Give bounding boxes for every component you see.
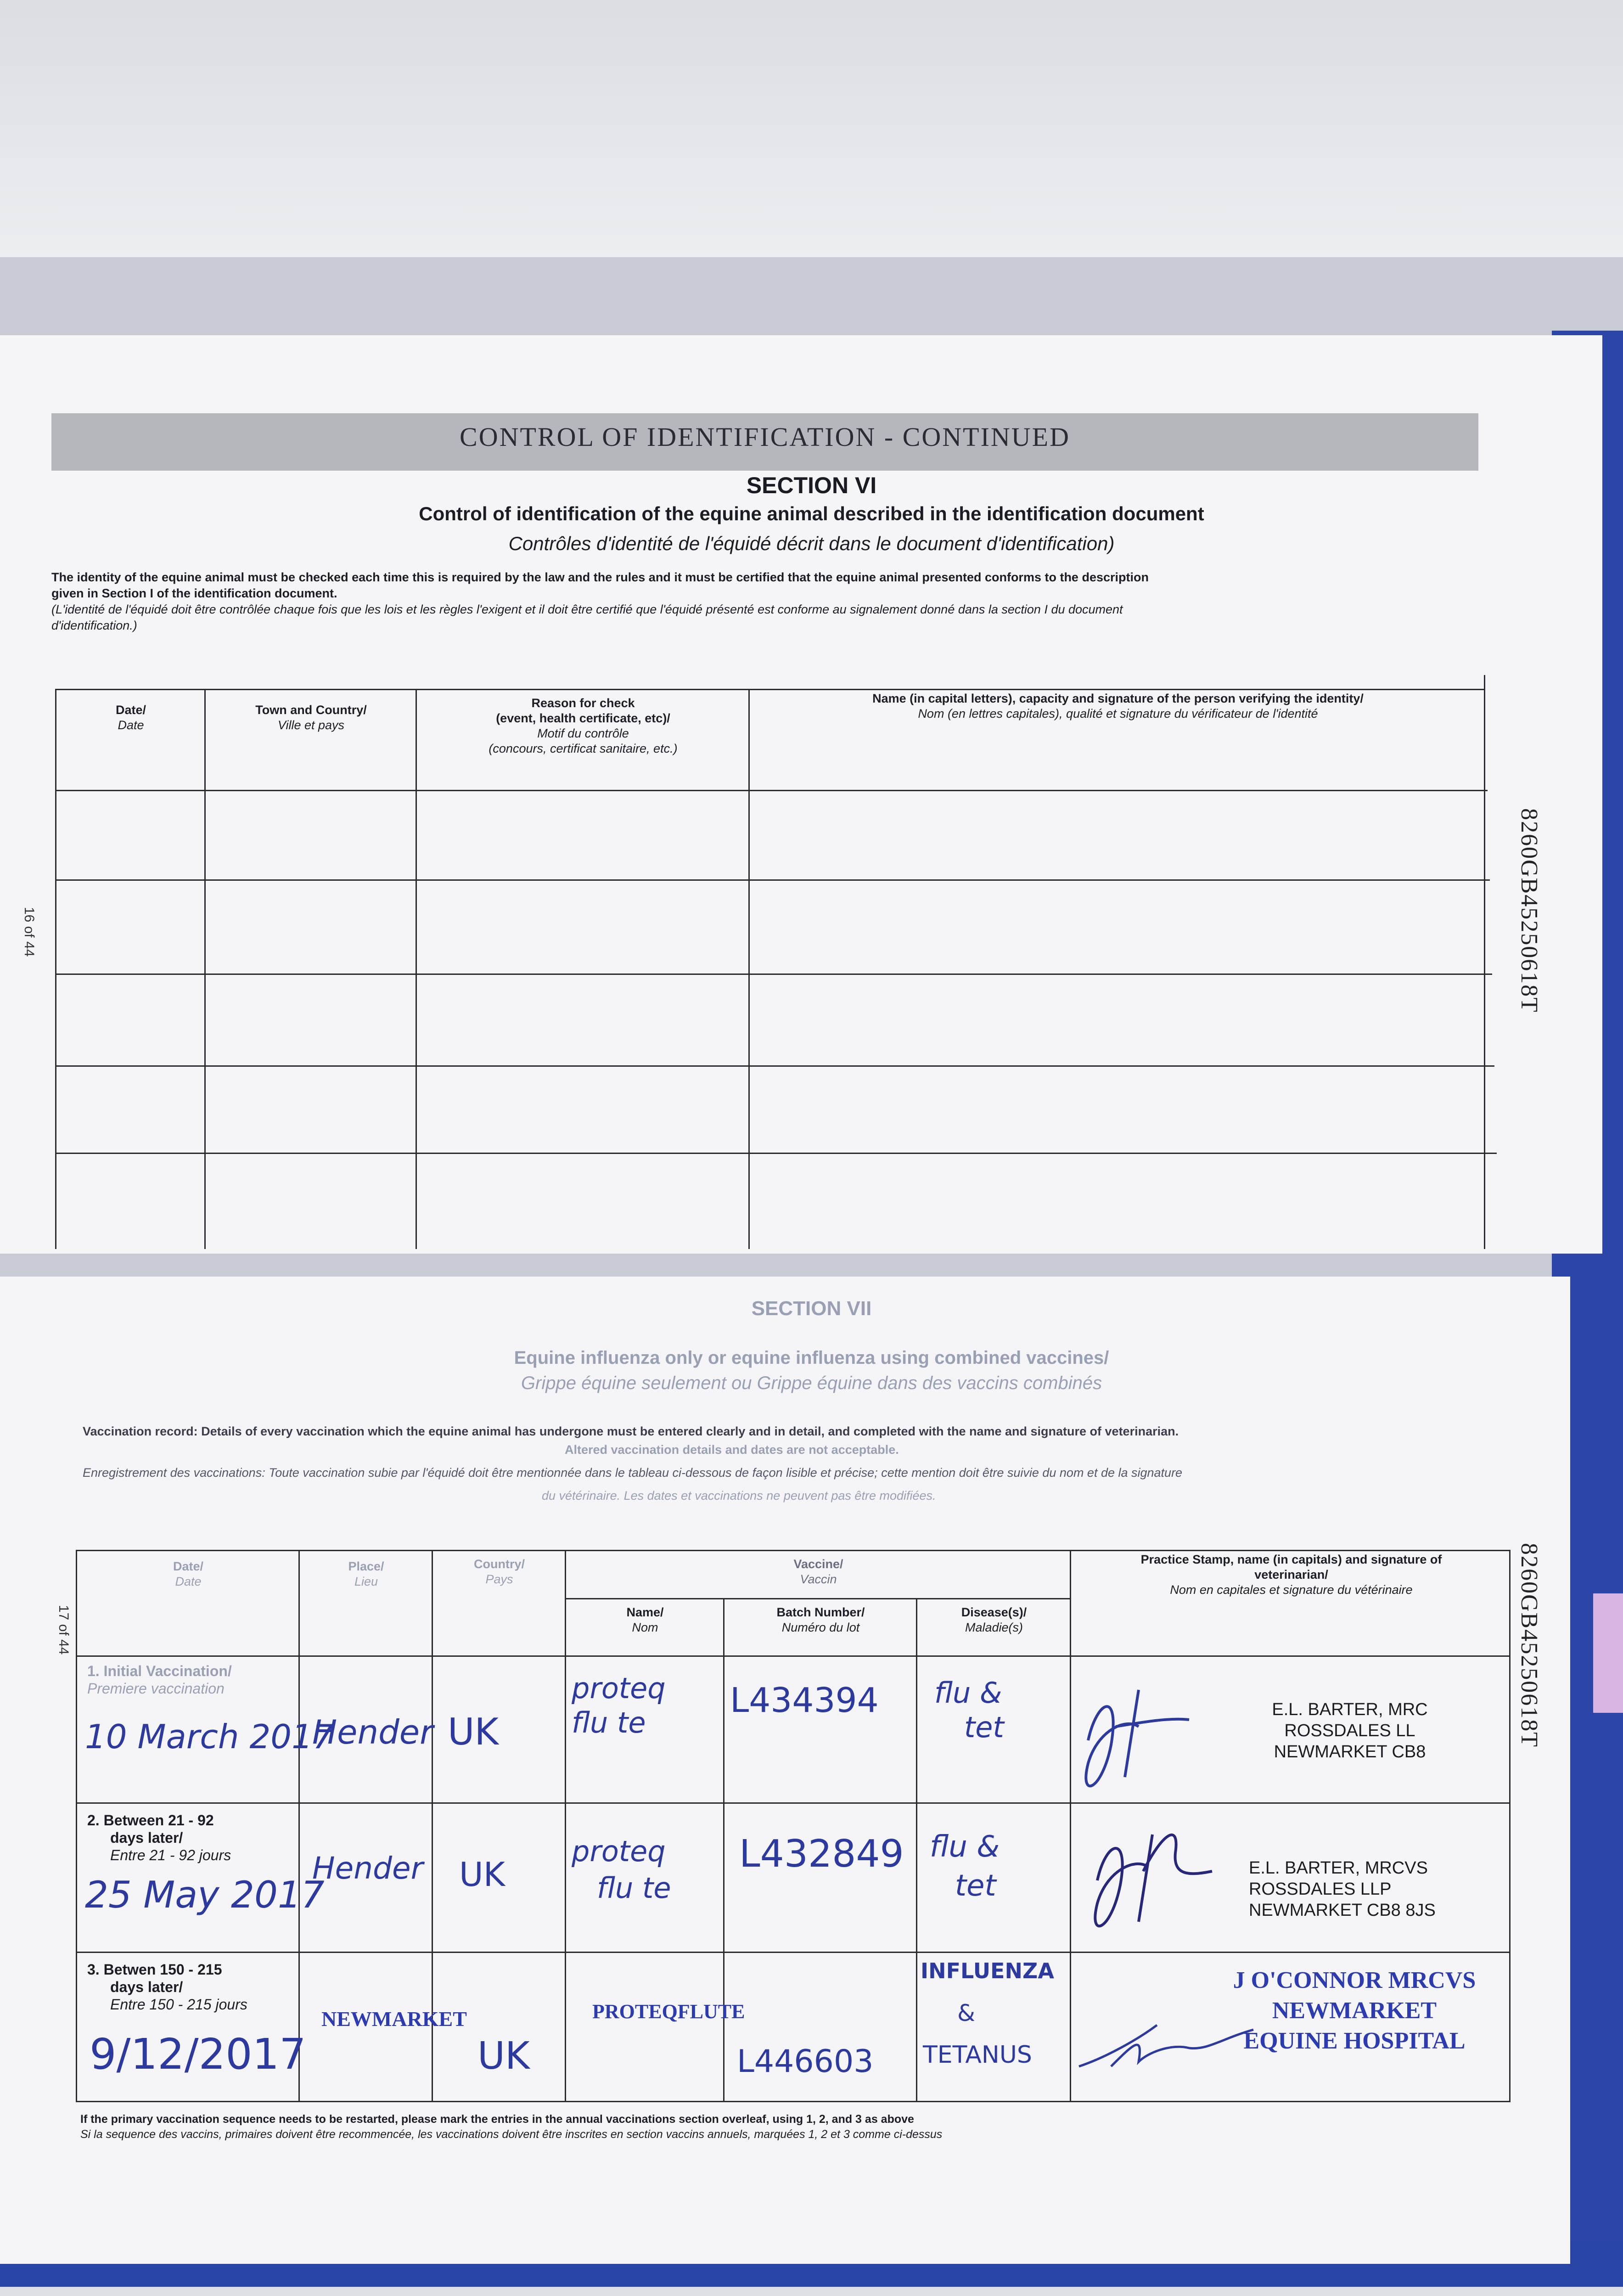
table-line	[55, 1065, 1494, 1067]
vaccine-name-2: flu te	[572, 1706, 646, 1739]
table-line	[76, 1802, 1511, 1804]
section-heading-vii: SECTION VII	[751, 1297, 872, 1320]
header-vaccine: Vaccine/	[793, 1557, 843, 1571]
table-line	[55, 689, 56, 1249]
vaccine-name: PROTEQFLUTE	[592, 2000, 745, 2023]
table-line	[55, 790, 1488, 791]
stamp-line: NEWMARKET CB8 8JS	[1249, 1901, 1436, 1920]
header-verifier-fr: Nom (en lettres capitales), qualité et signature du vérificateur de l'identité	[918, 707, 1318, 720]
intro-fr-2: d'identification.)	[51, 619, 137, 632]
header-place-fr: Lieu	[354, 1575, 378, 1588]
stamp-line: NEWMARKET CB8	[1274, 1742, 1426, 1761]
intro-en-vii-2: Altered vaccination details and dates are not acceptable.	[565, 1443, 899, 1457]
section-heading: SECTION VI	[746, 473, 877, 498]
disease: INFLUENZA	[921, 1958, 1054, 1983]
table-line	[723, 1598, 724, 2102]
header-batch-fr: Numéro du lot	[781, 1621, 860, 1634]
table-line	[76, 2101, 1511, 2102]
vaccination-place: Hender	[312, 1851, 423, 1886]
row-label-2: days later/	[110, 1829, 183, 1846]
table-line	[565, 1550, 566, 2102]
header-stamp-fr: Nom en capitales et signature du vétérinaire	[1170, 1583, 1413, 1597]
disease-2: &	[957, 2000, 975, 2026]
title-fr-vii: Grippe équine seulement ou Grippe équine dans des vaccins combinés	[521, 1373, 1102, 1393]
vet-signature-2	[1074, 1807, 1230, 1945]
table-line	[55, 1153, 1497, 1154]
stamp-line: J O'CONNOR MRCVS	[1233, 1967, 1476, 1993]
row-label: 3. Betwen 150 - 215	[87, 1961, 222, 1978]
title-fr: Contrôles d'identité de l'équidé décrit dans le document d'identification)	[508, 533, 1115, 554]
intro-fr-vii-2: du vétérinaire. Les dates et vaccinations ne peuvent pas être modifiées.	[542, 1489, 936, 1503]
header-stamp-2: veterinarian/	[1254, 1568, 1328, 1581]
row-label: 1. Initial Vaccination/	[87, 1663, 232, 1679]
intro-en-2: given in Section I of the identification document.	[51, 586, 337, 600]
page-tab	[1593, 1593, 1623, 1713]
header-place: Place/	[348, 1559, 384, 1573]
banner-title: CONTROL OF IDENTIFICATION - CONTINUED	[460, 422, 1070, 452]
table-line	[916, 1598, 917, 2102]
document-number-lower: 8260GB45250618T	[1516, 1543, 1542, 1748]
row-label-fr: Entre 150 - 215 jours	[110, 1996, 247, 2013]
vaccination-country: UK	[477, 2034, 530, 2078]
vaccine-name: proteq	[572, 1835, 666, 1868]
stamp-line: E.L. BARTER, MRC	[1272, 1700, 1428, 1719]
vet-signature-1	[1070, 1671, 1207, 1805]
disease: flu &	[934, 1676, 1002, 1710]
page-number-17: 17 of 44	[56, 1605, 71, 1655]
header-reason-2: (event, health certificate, etc)/	[496, 711, 670, 725]
table-line	[416, 689, 417, 1249]
table-line	[55, 689, 1485, 690]
title-en-vii: Equine influenza only or equine influenza using combined vaccines/	[514, 1348, 1109, 1368]
disease-2: tet	[955, 1869, 996, 1903]
header-reason-fr-2: (concours, certificat sanitaire, etc.)	[489, 742, 678, 755]
table-line	[204, 689, 206, 1249]
table-line	[76, 1952, 1511, 1953]
intro-en-1: The identity of the equine animal must be checked each time this is required by the law and the rules and it must be certified that the equine animal presented conforms to the description	[51, 570, 1149, 584]
header-verifier: Name (in capital letters), capacity and signature of the person verifying the identity/	[872, 692, 1364, 705]
header-vaccine-name-fr: Nom	[632, 1621, 658, 1634]
header-batch: Batch Number/	[776, 1605, 865, 1619]
row-label: 2. Between 21 - 92	[87, 1812, 214, 1829]
vaccination-place: Hender	[312, 1713, 433, 1751]
intro-fr-1: (L'identité de l'équidé doit être contrôlée chaque fois que les lois et les règles l'exigent et il doit être certifié que l'équidé présenté est conforme au signalement donné dans la section I du document	[51, 602, 1123, 616]
header-country-fr: Pays	[485, 1572, 513, 1586]
table-line	[76, 1550, 1511, 1551]
vaccination-country: UK	[448, 1711, 499, 1753]
header-town-fr: Ville et pays	[277, 718, 345, 732]
batch-number: L446603	[737, 2043, 874, 2080]
table-line	[76, 1655, 1511, 1657]
row-label-fr: Premiere vaccination	[87, 1680, 225, 1697]
title-en: Control of identification of the equine animal described in the identification document	[419, 503, 1204, 524]
header-reason: Reason for check	[531, 696, 635, 710]
vaccine-name: proteq	[572, 1671, 666, 1705]
header-disease: Disease(s)/	[961, 1605, 1027, 1619]
header-reason-fr: Motif du contrôle	[537, 726, 629, 740]
table-line	[298, 1550, 300, 2102]
header-vaccine-name: Name/	[626, 1605, 664, 1619]
header-date-fr: Date	[118, 718, 144, 732]
row-label-fr: Entre 21 - 92 jours	[110, 1847, 231, 1863]
stamp-line: E.L. BARTER, MRCVS	[1249, 1858, 1428, 1878]
header-disease-fr: Maladie(s)	[965, 1621, 1023, 1634]
stamp-line: EQUINE HOSPITAL	[1243, 2028, 1466, 2054]
header-date-fr: Date	[175, 1575, 202, 1588]
footer-fr: Si la sequence des vaccins, primaires doivent être recommencée, les vaccinations doivent être inscrites en section vaccins annuels, marquées 1, 2 et 3 comme ci-dessus	[80, 2128, 943, 2141]
table-line	[748, 689, 750, 1249]
disease-2: tet	[964, 1711, 1004, 1744]
vaccination-place: NEWMARKET	[321, 2007, 467, 2031]
header-date: Date/	[173, 1559, 204, 1573]
stamp-line: NEWMARKET	[1272, 1998, 1437, 2024]
vaccination-country: UK	[459, 1855, 505, 1894]
vaccine-name-2: flu te	[597, 1871, 671, 1905]
stamp-line: ROSSDALES LLP	[1249, 1880, 1392, 1899]
document-number-upper: 8260GB45250618T	[1516, 808, 1542, 1013]
disease: flu &	[930, 1830, 1000, 1864]
intro-fr-vii-1: Enregistrement des vaccinations: Toute vaccination subie par l'équidé doit être mentionnée dans le tableau ci-dessous de façon lisible et précise; cette mention doit être suivie du nom et de la signature	[83, 1466, 1183, 1480]
page-number-16: 16 of 44	[22, 907, 37, 957]
header-vaccine-fr: Vaccin	[800, 1572, 837, 1586]
intro-en-vii-1: Vaccination record: Details of every vaccination which the equine animal has undergone must be entered clearly and in detail, and completed with the name and signature of veterinarian.	[83, 1424, 1179, 1438]
header-country: Country/	[474, 1557, 525, 1571]
batch-number: L434394	[730, 1681, 879, 1720]
header-date: Date/	[115, 703, 146, 717]
table-line	[55, 879, 1490, 881]
vaccination-date: 25 May 2017	[85, 1874, 325, 1916]
disease-3: TETANUS	[923, 2041, 1032, 2069]
table-line	[565, 1598, 1070, 1599]
header-stamp: Practice Stamp, name (in capitals) and signature of	[1140, 1553, 1442, 1566]
batch-number: L432849	[739, 1832, 904, 1876]
table-line	[55, 974, 1492, 975]
footer-en: If the primary vaccination sequence needs to be restarted, please mark the entries in the annual vaccinations section overleaf, using 1, 2, and 3 as above	[80, 2113, 914, 2126]
table-line	[1484, 675, 1485, 1249]
table-line	[76, 1550, 77, 2102]
stamp-line: ROSSDALES LL	[1284, 1721, 1415, 1740]
vaccination-date: 9/12/2017	[90, 2030, 306, 2079]
header-town: Town and Country/	[255, 703, 367, 717]
vaccination-date: 10 March 2017	[85, 1717, 334, 1756]
row-label-2: days later/	[110, 1979, 183, 1995]
